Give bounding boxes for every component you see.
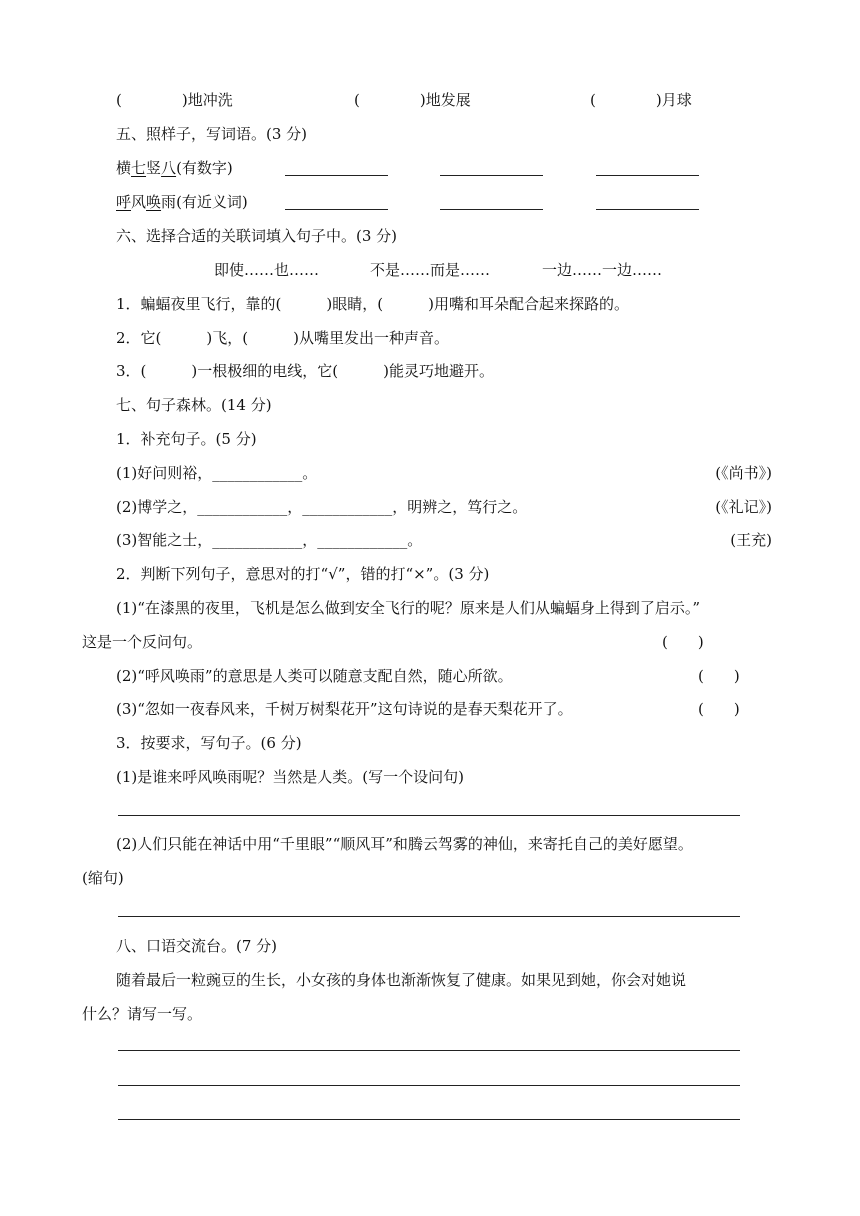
s5-ex1-note: (有数字) [176, 159, 233, 177]
s7-p2-item-2: (2)“呼风唤雨”的意思是人类可以随意支配自然，随心所欲。 [116, 667, 513, 685]
s5-ex1-blank-2[interactable] [440, 175, 543, 176]
s8-answer-line-3[interactable] [118, 1119, 740, 1120]
s8-prompt-line-1: 随着最后一粒豌豆的生长，小女孩的身体也渐渐恢复了健康。如果见到她，你会对她说 [116, 971, 687, 989]
s5-ex1-char-4: 八 [161, 159, 177, 177]
s7-part-1-title: 1．补充句子。(5 分) [116, 430, 257, 448]
s7-p2-answer-paren-3[interactable]: ( ) [698, 700, 740, 718]
s6-option-3: 一边……一边…… [542, 261, 663, 279]
s8-answer-line-1[interactable] [118, 1050, 740, 1051]
s7-p1-line-2: (2)博学之，____________，____________，明辨之，笃行之。 [116, 498, 528, 516]
s8-prompt-line-2: 什么？请写一写。 [82, 1005, 203, 1023]
s6-question-2: 2．它( )飞，( )从嘴里发出一种声音。 [116, 329, 449, 347]
s6-question-3: 3．( )一根极细的电线，它( )能灵巧地避开。 [116, 362, 494, 380]
s5-ex2-char-4: 雨 [161, 193, 177, 211]
s5-ex1-blank-1[interactable] [285, 175, 388, 176]
s4-item-3: ( )月球 [590, 91, 692, 109]
s5-ex2-note: (有近义词) [176, 193, 248, 211]
s5-ex2-blank-1[interactable] [285, 209, 388, 210]
s7-part-2-title: 2．判断下列句子，意思对的打“√”，错的打“×”。(3 分) [116, 565, 490, 583]
s5-ex1-char-2: 七 [131, 159, 147, 177]
s8-answer-line-2[interactable] [118, 1085, 740, 1086]
s7-part-3-title: 3．按要求，写句子。(6 分) [116, 734, 302, 752]
s5-ex1-blank-3[interactable] [596, 175, 699, 176]
s6-option-2: 不是……而是…… [370, 261, 491, 279]
section-5-title: 五、照样子，写词语。(3 分) [116, 125, 308, 143]
s7-p2-item-1b: 这是一个反问句。 [82, 633, 203, 651]
s5-ex2-char-2: 风 [131, 193, 147, 211]
s7-p1-source-1: (《尚书》) [715, 464, 772, 482]
section-6-title: 六、选择合适的关联词填入句子中。(3 分) [116, 227, 398, 245]
section-7-title: 七、句子森林。(14 分) [116, 396, 272, 414]
s6-question-1: 1．蝙蝠夜里飞行，靠的( )眼睛，( )用嘴和耳朵配合起来探路的。 [116, 295, 629, 313]
s7-p2-answer-paren-1[interactable]: ( ) [662, 633, 704, 651]
s7-p1-line-3: (3)智能之士，____________，____________。 [116, 531, 423, 549]
s7-p3-item-1: (1)是谁来呼风唤雨呢？当然是人类。(写一个设问句) [116, 768, 464, 786]
s5-ex1-char-1: 横 [116, 159, 132, 177]
s7-p1-line-1: (1)好问则裕，____________。 [116, 464, 318, 482]
s5-example-2 [116, 192, 248, 212]
s7-p1-source-3: (王充) [730, 531, 772, 549]
s6-option-1: 即使……也…… [214, 261, 320, 279]
s4-item-1: ( )地冲洗 [116, 91, 233, 109]
s5-ex2-blank-3[interactable] [596, 209, 699, 210]
s7-p3-item-2b: (缩句) [82, 869, 124, 887]
section-8-title: 八、口语交流台。(7 分) [116, 937, 278, 955]
s5-ex2-char-3: 唤 [146, 193, 162, 211]
s7-p2-answer-paren-2[interactable]: ( ) [698, 667, 740, 685]
s5-ex1-char-3: 竖 [146, 159, 162, 177]
s7-p1-source-2: (《礼记》) [715, 498, 772, 516]
s7-p2-item-1a: (1)“在漆黑的夜里，飞机是怎么做到安全飞行的呢？原来是人们从蝙蝠身上得到了启示。” [116, 599, 701, 617]
s7-p3-answer-line-1[interactable] [118, 815, 740, 816]
s4-item-2: ( )地发展 [354, 91, 471, 109]
s7-p3-answer-line-2[interactable] [118, 916, 740, 917]
s7-p3-item-2a: (2)人们只能在神话中用“千里眼”“顺风耳”和腾云驾雾的神仙，来寄托自己的美好愿望。 [116, 835, 693, 853]
s5-example-1 [116, 158, 233, 178]
s5-ex2-blank-2[interactable] [440, 209, 543, 210]
s7-p2-item-3: (3)“忽如一夜春风来，千树万树梨花开”这句诗说的是春天梨花开了。 [116, 700, 573, 718]
s5-ex2-char-1: 呼 [116, 193, 132, 211]
